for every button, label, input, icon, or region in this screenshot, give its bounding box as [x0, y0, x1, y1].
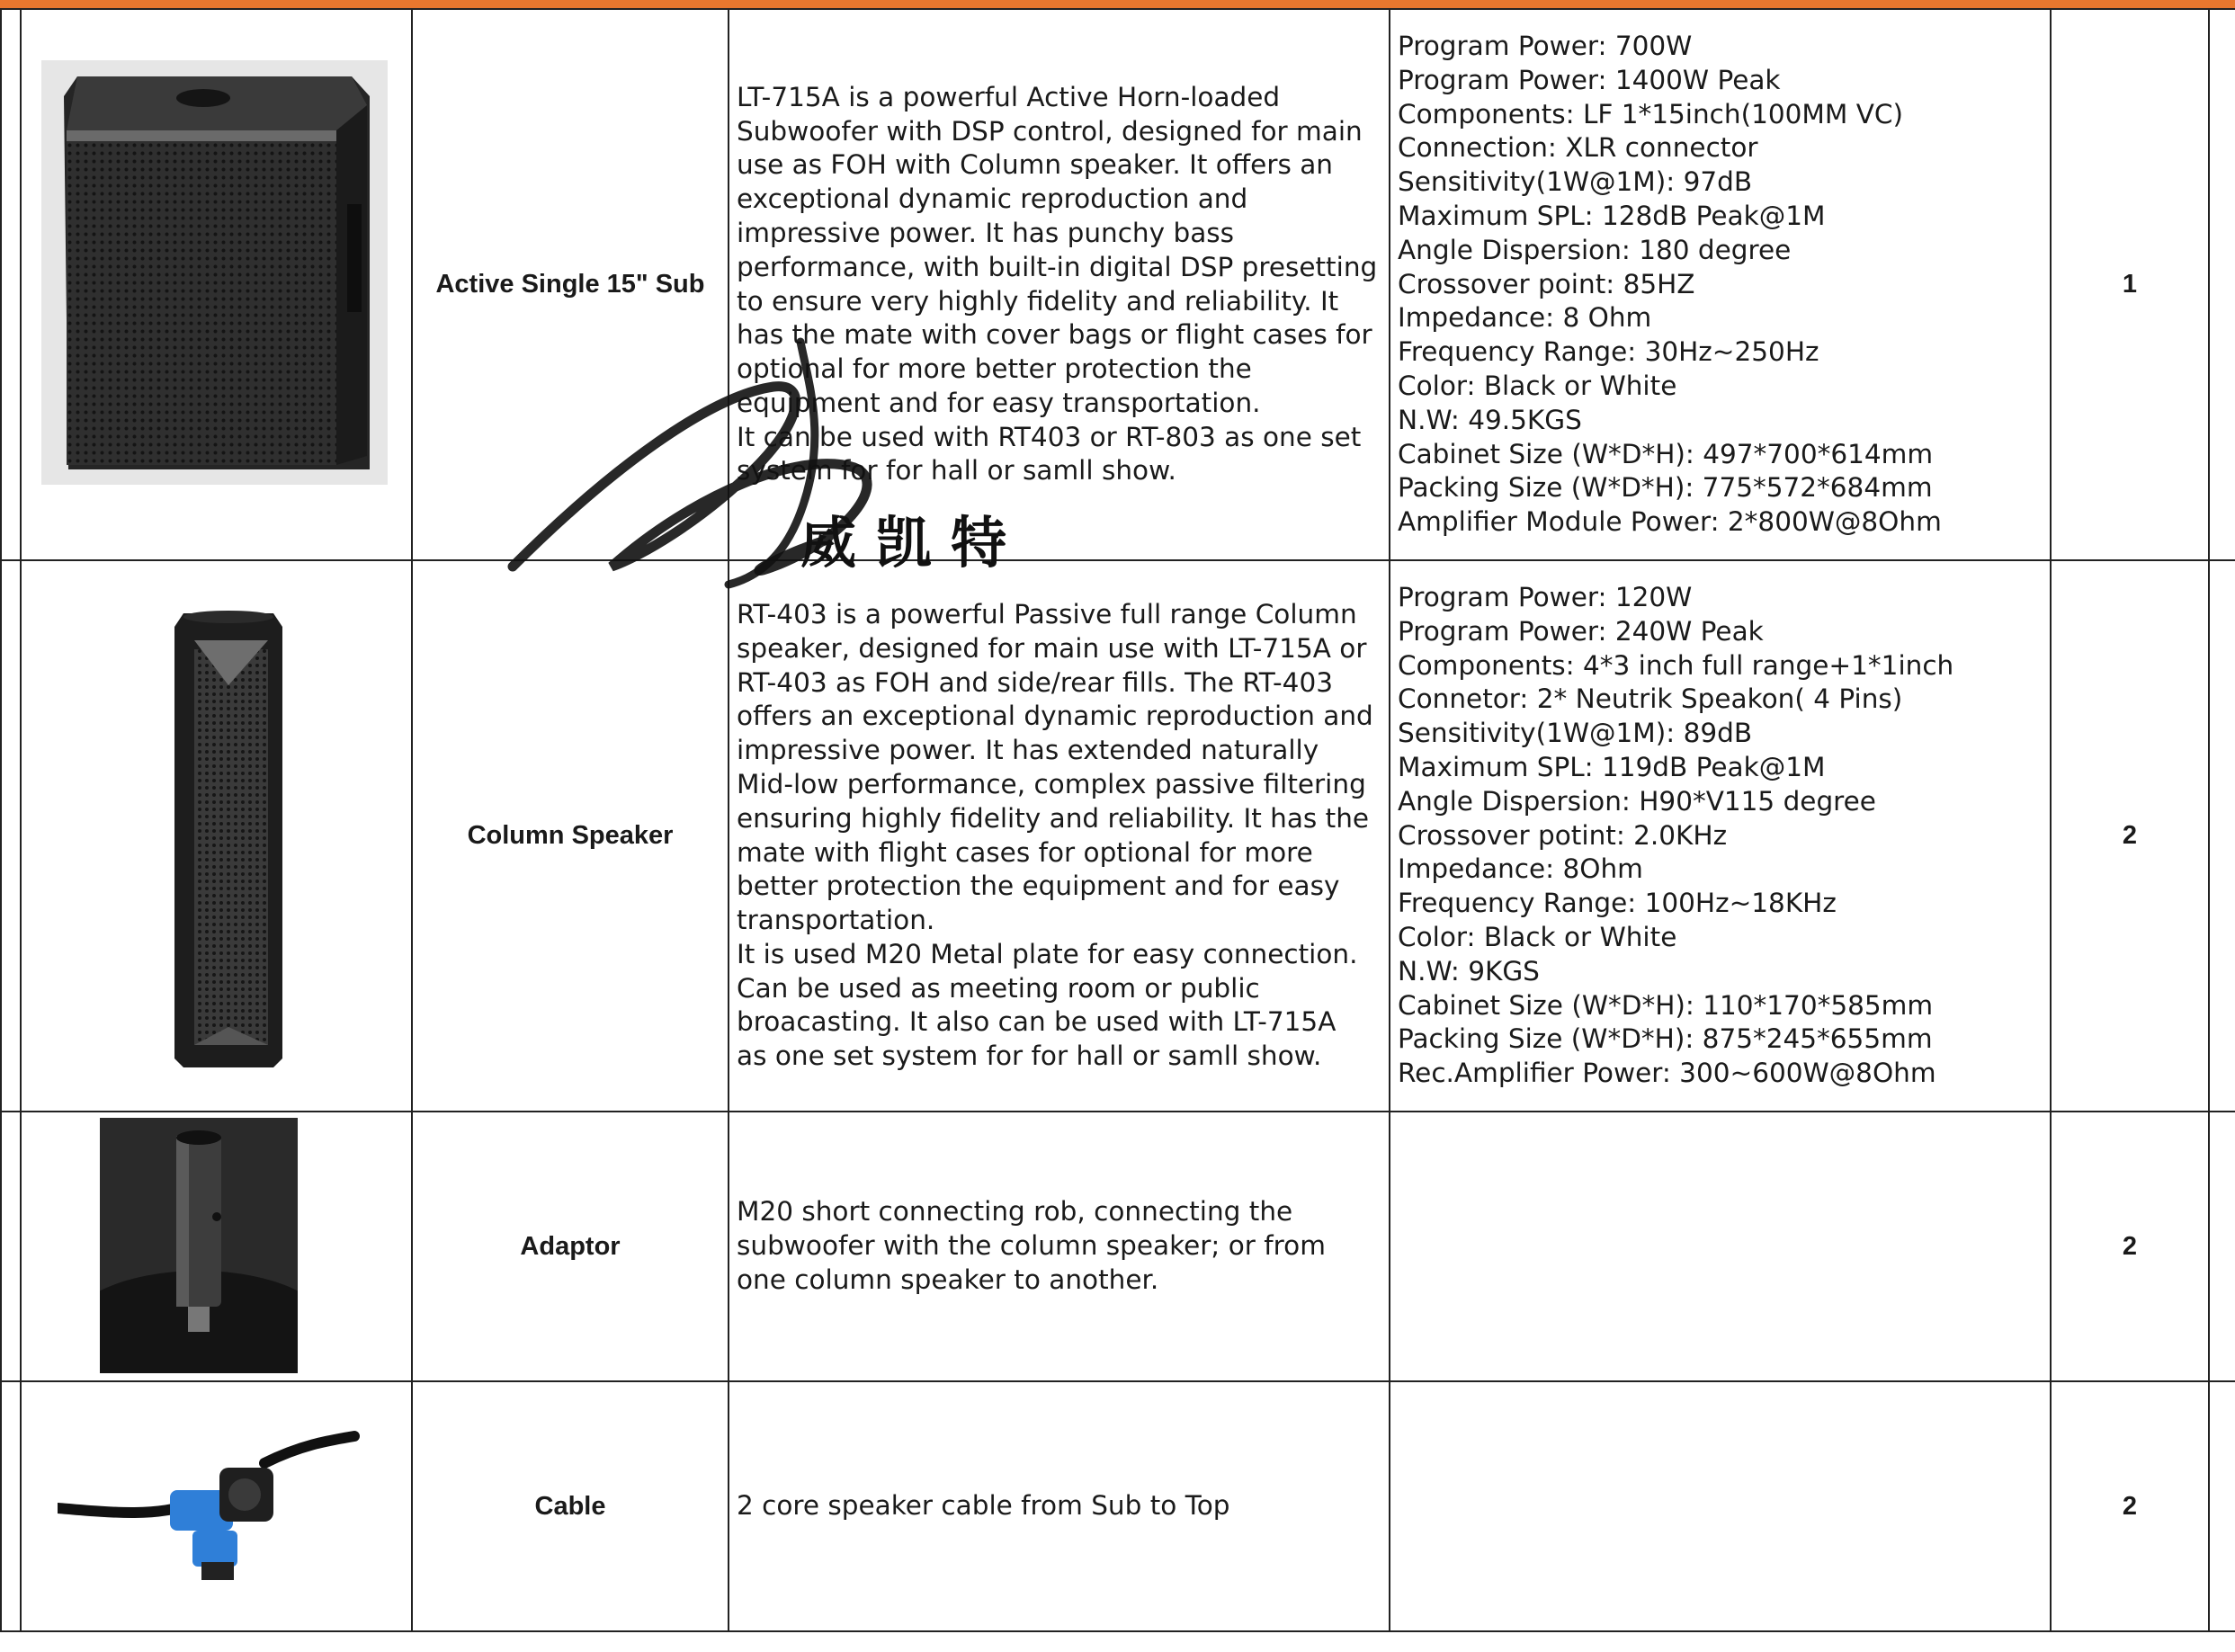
row-edge-cell	[1, 1112, 21, 1381]
product-quantity: 2	[2051, 1112, 2209, 1381]
spec-line: Connetor: 2* Neutrik Speakon( 4 Pins)	[1398, 683, 1903, 715]
description-line: offers an exceptional dynamic reproduction and	[737, 701, 1373, 732]
spec-line: Frequency Range: 100Hz~18KHz	[1398, 888, 1837, 919]
product-name: Adaptor	[412, 1112, 729, 1381]
table-row	[1, 1381, 2235, 1631]
spec-line: Crossover point: 85HZ	[1398, 268, 1695, 299]
spec-line: Impedance: 8Ohm	[1398, 853, 1643, 885]
spec-line: Crossover potint: 2.0KHz	[1398, 819, 1728, 851]
description-line: equipment and for easy transportation.	[737, 387, 1261, 418]
svg-text:威 凯 特: 威 凯 特	[800, 510, 1007, 576]
spec-line: Amplifier Module Power: 2*800W@8Ohm	[1398, 506, 1942, 538]
spec-line: Angle Dispersion: 180 degree	[1398, 234, 1792, 265]
table-row	[1, 1112, 2235, 1381]
product-specs	[1390, 560, 2051, 1112]
description-line: It can be used with RT403 or RT-803 as one set	[737, 421, 1362, 452]
description-line: impressive power. It has extended naturally	[737, 735, 1319, 766]
description-line: performance, with built-in digital DSP presetting	[737, 251, 1378, 282]
description-line: to ensure very highly fidelity and reliability. It	[737, 285, 1339, 317]
adaptor-image	[100, 1118, 298, 1373]
spec-line: Maximum SPL: 119dB Peak@1M	[1398, 752, 1826, 782]
spec-line: Rec.Amplifier Power: 300~600W@8Ohm	[1398, 1058, 1936, 1089]
product-quantity: 2	[2051, 560, 2209, 1112]
spec-line: Program Power: 120W	[1398, 582, 1693, 613]
spec-line: Connection: XLR connector	[1398, 132, 1758, 164]
row-tail-cell	[2209, 1112, 2235, 1381]
product-description	[729, 560, 1390, 1112]
product-spec-table	[0, 8, 2235, 1632]
top-accent-bar	[0, 0, 2235, 8]
spec-line: Packing Size (W*D*H): 775*572*684mm	[1398, 472, 1933, 504]
product-image-cell	[21, 560, 412, 1112]
row-edge-cell	[1, 9, 21, 560]
description-line: Can be used as meeting room or public	[737, 972, 1260, 1004]
description-line: LT-715A is a powerful Active Horn-loaded	[737, 81, 1281, 112]
product-name: Column Speaker	[412, 560, 729, 1112]
description-line: one column speaker to another.	[737, 1264, 1159, 1295]
row-tail-cell	[2209, 1381, 2235, 1631]
description-line: Mid-low performance, complex passive filtering	[737, 768, 1366, 799]
product-specs	[1390, 1112, 2051, 1381]
cable-image	[58, 1427, 363, 1589]
description-line: M20 short connecting rob, connecting the	[737, 1196, 1293, 1228]
spec-line: Cabinet Size (W*D*H): 497*700*614mm	[1398, 438, 1934, 469]
product-description	[729, 9, 1390, 560]
spec-line: Angle Dispersion: H90*V115 degree	[1398, 785, 1876, 817]
spec-line: Impedance: 8 Ohm	[1398, 302, 1652, 334]
row-edge-cell	[1, 1381, 21, 1631]
spec-line: N.W: 9KGS	[1398, 955, 1540, 987]
spec-line: Program Power: 1400W Peak	[1398, 64, 1781, 95]
spec-line: Components: 4*3 inch full range+1*1inch	[1398, 649, 1954, 681]
description-line: has the mate with cover bags or flight cases for	[737, 319, 1372, 351]
description-line: as one set system for for hall or samll show.	[737, 1040, 1322, 1072]
product-image-cell	[21, 1112, 412, 1381]
subwoofer-image	[41, 60, 388, 485]
spec-line: Program Power: 240W Peak	[1398, 615, 1764, 647]
description-line: impressive power. It has punchy bass	[737, 217, 1235, 248]
description-line: broacasting. It also can be used with LT-715A	[737, 1006, 1337, 1038]
description-line: optional for more better protection the	[737, 353, 1252, 385]
product-name: Cable	[412, 1381, 729, 1631]
spec-line: Maximum SPL: 128dB Peak@1M	[1398, 201, 1826, 231]
description-line: better protection the equipment and for easy	[737, 871, 1340, 902]
product-specs	[1390, 9, 2051, 560]
spec-line: Packing Size (W*D*H): 875*245*655mm	[1398, 1023, 1933, 1055]
description-line: system for for hall or samll show.	[737, 455, 1176, 487]
product-description	[729, 1112, 1390, 1381]
table-row	[1, 560, 2235, 1112]
description-line: It is used M20 Metal plate for easy connection.	[737, 938, 1358, 969]
description-line: RT-403 is a powerful Passive full range Column	[737, 598, 1357, 630]
description-line: ensuring highly fidelity and reliability. It has the	[737, 802, 1370, 834]
spec-line: Sensitivity(1W@1M): 97dB	[1398, 166, 1753, 198]
description-line: speaker, designed for main use with LT-715A or	[737, 632, 1367, 664]
row-tail-cell	[2209, 560, 2235, 1112]
description-line: use as FOH with Column speaker. It offers an	[737, 149, 1333, 181]
spec-line: Frequency Range: 30Hz~250Hz	[1398, 336, 1819, 368]
row-edge-cell	[1, 560, 21, 1112]
spec-line: Program Power: 700W	[1398, 31, 1693, 62]
spec-line: Color: Black or White	[1398, 370, 1677, 401]
row-tail-cell	[2209, 9, 2235, 560]
description-line: Subwoofer with DSP control, designed for main	[737, 115, 1363, 147]
description-line: 2 core speaker cable from Sub to Top	[737, 1490, 1230, 1522]
product-image-cell	[21, 9, 412, 560]
spec-line: N.W: 49.5KGS	[1398, 404, 1582, 435]
product-image-cell	[21, 1381, 412, 1631]
product-quantity: 2	[2051, 1381, 2209, 1631]
description-line: transportation.	[737, 905, 935, 936]
product-specs	[1390, 1381, 2051, 1631]
description-line: RT-403 as FOH and side/rear fills. The RT-403	[737, 666, 1333, 698]
table-row	[1, 9, 2235, 560]
description-line: exceptional dynamic reproduction and	[737, 183, 1248, 215]
product-description	[729, 1381, 1390, 1631]
description-line: mate with flight cases for optional for more	[737, 836, 1313, 868]
column-speaker-image	[139, 604, 318, 1072]
spec-line: Cabinet Size (W*D*H): 110*170*585mm	[1398, 989, 1934, 1021]
product-quantity: 1	[2051, 9, 2209, 560]
spec-line: Sensitivity(1W@1M): 89dB	[1398, 718, 1753, 749]
spec-line: Color: Black or White	[1398, 921, 1677, 952]
description-line: subwoofer with the column speaker; or from	[737, 1230, 1326, 1262]
product-name: Active Single 15" Sub	[412, 9, 729, 560]
spec-line: Components: LF 1*15inch(100MM VC)	[1398, 98, 1903, 129]
